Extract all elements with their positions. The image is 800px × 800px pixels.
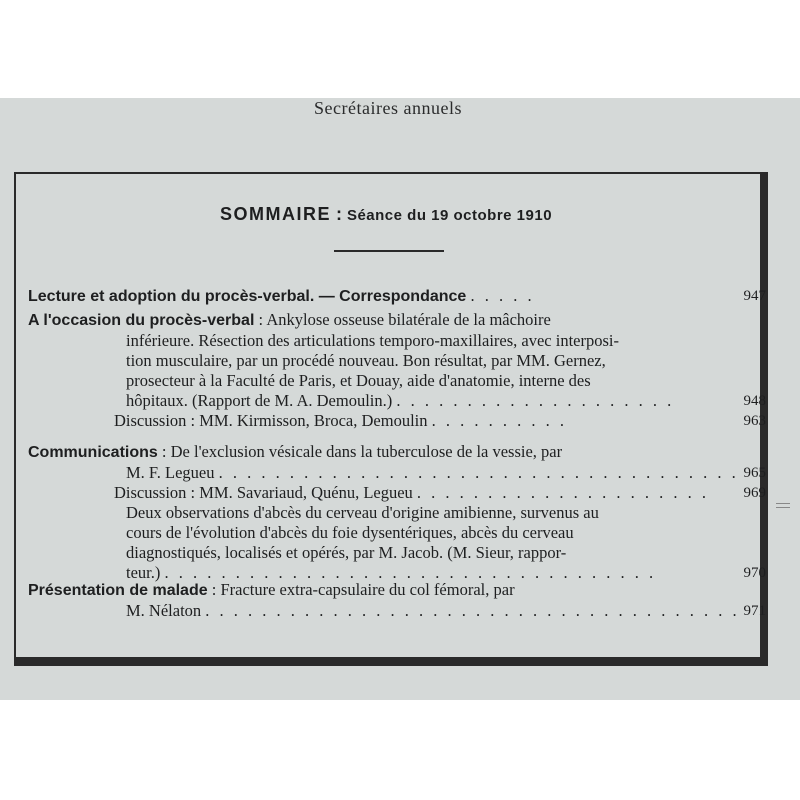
page-number: 948 [743, 393, 766, 409]
running-head: Secrétaires annuels [314, 98, 462, 118]
page-number: 965 [743, 465, 766, 481]
toc-entry-presentation [28, 580, 766, 621]
page-edge-mark [776, 503, 790, 508]
toc-text: teur.) [126, 563, 161, 582]
title-divider [334, 250, 444, 252]
toc-text: hôpitaux. (Rapport de M. A. Demoulin.) [126, 391, 393, 410]
page-number: 971 [743, 603, 766, 619]
leader-dots: . . . . . . . . . . . . . . . . . . . . . [416, 483, 710, 502]
sommaire-title-main: SOMMAIRE [219, 204, 331, 224]
discussion-text: Discussion : MM. Savariaud, Quénu, Legueu [114, 483, 413, 502]
sommaire-title [16, 204, 756, 225]
sommaire-title-sep: : [330, 204, 347, 224]
leader-dots: . . . . . . . . . . . . . . . . . . . . . . . . . . . . . . . . . . . . . [218, 463, 739, 482]
sommaire-box [14, 172, 768, 666]
toc-entry-occasion [28, 310, 766, 431]
toc-line: cours de l'évolution d'abcès du foie dysentériques, abcès du cerveau [126, 523, 574, 542]
leader-dots: . . . . . . . . . . . . . . . . . . . . . . . . . . . . . . . . . . . . . . [205, 601, 740, 620]
sommaire-title-date: Séance du 19 octobre 1910 [346, 207, 553, 224]
toc-line: diagnostiqués, localisés et opérés, par M. Jacob. (M. Sieur, rappor- [126, 543, 567, 562]
toc-text: : Fracture extra-capsulaire du col fémoral, par [207, 580, 515, 599]
toc-line [28, 310, 740, 331]
leader-dots: . . . . . . . . . . . . . . . . . . . . [396, 391, 675, 410]
toc-line [28, 391, 766, 411]
toc-line [28, 442, 740, 463]
toc-line: prosecteur à la Faculté de Paris, et Douay, aide d'anatomie, interne des [126, 371, 591, 390]
page-number: 970 [743, 565, 766, 581]
toc-heading: Présentation de malade [28, 582, 208, 599]
toc-text: M. Nélaton [126, 601, 202, 620]
toc-heading: Communications [28, 444, 158, 461]
toc-line [28, 411, 766, 431]
toc-heading: A l'occasion du procès-verbal [28, 312, 255, 329]
toc-text: : De l'exclusion vésicale dans la tuberculose de la vessie, par [157, 442, 563, 461]
toc-line [28, 483, 766, 503]
toc-text: : Ankylose osseuse bilatérale de la mâchoire [254, 310, 551, 329]
leader-dots: . . . . . . . . . . . . . . . . . . . . . . . . . . . . . . . . . . . [164, 563, 657, 582]
toc-line: inférieure. Résection des articulations temporo-maxillaires, avec interposi- [126, 331, 619, 350]
toc-entry-communications [28, 442, 766, 583]
toc-line [28, 463, 766, 483]
toc-line [28, 601, 766, 621]
toc-text: M. F. Legueu [126, 463, 215, 482]
toc-heading: Lecture et adoption du procès-verbal. — Correspondance [28, 288, 467, 305]
leader-dots: . . . . . . . . . . [431, 411, 567, 430]
toc-line [28, 580, 740, 601]
discussion-text: Discussion : MM. Kirmisson, Broca, Demoulin [114, 411, 428, 430]
toc-line [28, 286, 766, 307]
toc-line: tion musculaire, par un procédé nouveau. Bon résultat, par MM. Gernez, [126, 351, 606, 370]
page-scan [0, 98, 800, 700]
page-number: 947 [743, 288, 766, 304]
toc-line: Deux observations d'abcès du cerveau d'origine amibienne, survenus au [126, 503, 599, 522]
page-number: 969 [743, 485, 766, 501]
page-number: 963 [743, 413, 766, 429]
leader-dots: . . . . . [470, 286, 535, 305]
toc-entry-lecture [28, 286, 766, 307]
